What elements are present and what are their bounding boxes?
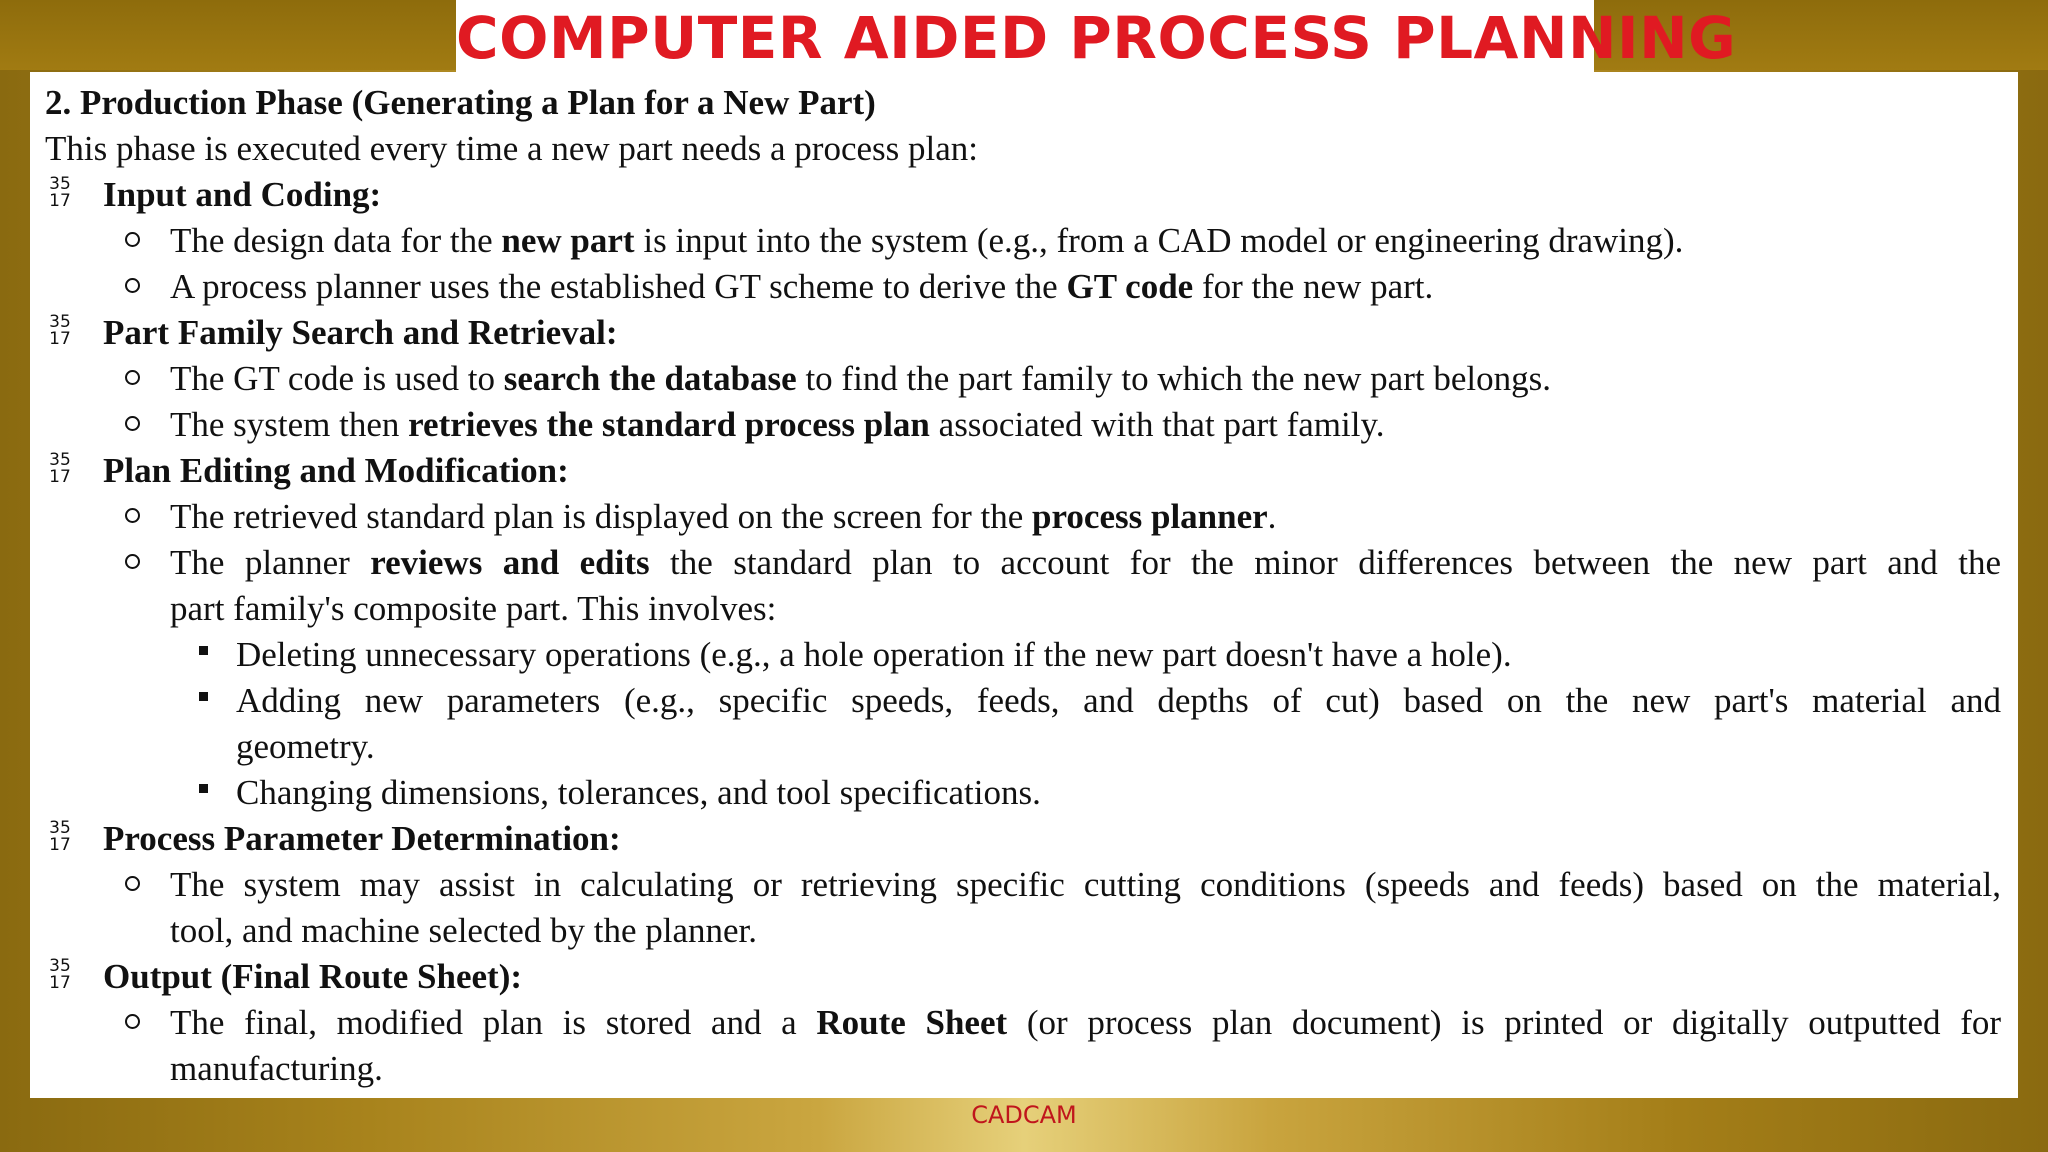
step-process-parameter (45, 816, 2001, 862)
hollow-circle-bullet-icon (125, 876, 140, 891)
slide-title: COMPUTER AIDED PROCESS PLANNING (456, 4, 1737, 72)
step-plan-editing (45, 448, 2001, 494)
step-title: Output (Final Route Sheet): (103, 957, 523, 996)
hollow-circle-bullet-icon (125, 508, 140, 523)
content-panel (30, 72, 2018, 1098)
step-marker-icon: 35 17 (49, 956, 71, 993)
hollow-circle-bullet-icon (125, 1014, 140, 1029)
square-bullet-icon (199, 692, 208, 701)
hollow-circle-bullet-icon (125, 232, 140, 247)
square-bullet-icon (199, 784, 208, 793)
square-bullet-icon (199, 646, 208, 655)
list-item: The GT code is used to search the database to find the part family to which the new part belongs. (45, 356, 2001, 402)
sub-list-item: Adding new parameters (e.g., specific speeds, feeds, and depths of cut) based on the new part's material and (45, 678, 2001, 724)
list-item: The final, modified plan is stored and a Route Sheet (or process plan document) is printed or digitally outputted for (45, 1000, 2001, 1046)
step-title: Part Family Search and Retrieval: (103, 313, 618, 352)
list-item-continuation: part family's composite part. This involves: (170, 589, 777, 628)
footer-label: CADCAM (971, 1101, 1077, 1129)
hollow-circle-bullet-icon (125, 416, 140, 431)
step-marker-icon: 35 17 (49, 174, 71, 211)
step-title: Plan Editing and Modification: (103, 451, 569, 490)
list-item-continuation: manufacturing. (170, 1049, 383, 1088)
step-marker-icon: 35 17 (49, 818, 71, 855)
list-item: The system may assist in calculating or retrieving specific cutting conditions (speeds and feeds) based on the material, (45, 862, 2001, 908)
list-item-continuation: tool, and machine selected by the planner. (170, 911, 758, 950)
step-input-coding (45, 172, 2001, 218)
list-item: The system then retrieves the standard process plan associated with that part family. (45, 402, 2001, 448)
document-body (45, 80, 2001, 1092)
sub-list-item: Deleting unnecessary operations (e.g., a hole operation if the new part doesn't have a hole). (45, 632, 2001, 678)
step-part-family-search (45, 310, 2001, 356)
hollow-circle-bullet-icon (125, 278, 140, 293)
step-marker-icon: 35 17 (49, 312, 71, 349)
list-item: The planner reviews and edits the standard plan to account for the minor differences between the new part and the (45, 540, 2001, 586)
sub-list-item: Changing dimensions, tolerances, and tool specifications. (45, 770, 2001, 816)
hollow-circle-bullet-icon (125, 554, 140, 569)
list-item: The design data for the new part is input into the system (e.g., from a CAD model or engineering drawing). (45, 218, 2001, 264)
hollow-circle-bullet-icon (125, 370, 140, 385)
list-item: A process planner uses the established GT scheme to derive the GT code for the new part. (45, 264, 2001, 310)
intro-text: This phase is executed every time a new part needs a process plan: (45, 129, 978, 168)
sub-list-item-continuation: geometry. (236, 727, 375, 766)
section-heading: 2. Production Phase (Generating a Plan for a New Part) (45, 83, 876, 122)
step-marker-icon: 35 17 (49, 450, 71, 487)
step-output-route-sheet (45, 954, 2001, 1000)
list-item: The retrieved standard plan is displayed on the screen for the process planner. (45, 494, 2001, 540)
step-title: Input and Coding: (103, 175, 382, 214)
title-box (456, 0, 1737, 72)
step-title: Process Parameter Determination: (103, 819, 621, 858)
